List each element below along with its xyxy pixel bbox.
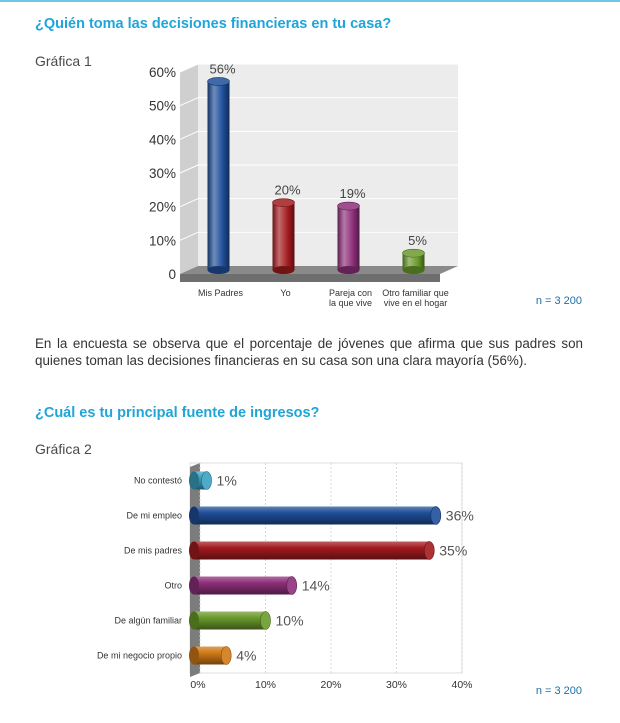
chart1-ytick-label: 0 <box>168 267 176 282</box>
chart2-bar <box>189 507 441 525</box>
chart1-floor-front <box>180 274 440 282</box>
chart2-bar-body <box>194 507 436 525</box>
summary-paragraph: En la encuesta se observa que el porcentaje de jóvenes que afirma que sus padres son quienes toman las decisiones financieras en su casa son una clara mayoría (56%). <box>35 336 583 368</box>
chart2-label: Gráfica 2 <box>35 441 92 457</box>
chart2-data-label: 35% <box>439 542 468 559</box>
chart2-category-label: De mi negocio propio <box>96 650 182 661</box>
chart2-bar-start <box>189 577 199 595</box>
chart2-heading: ¿Cuál es tu principal fuente de ingresos? <box>35 405 320 421</box>
chart1-bar <box>403 249 425 274</box>
chart2-side-wall <box>190 463 200 677</box>
chart1-data-label: 56% <box>209 61 236 77</box>
chart2-data-label: 10% <box>275 612 304 629</box>
chart2-xtick-label: 30% <box>385 679 408 691</box>
chart2-xtick-label: 10% <box>254 679 277 691</box>
chart1-label: Gráfica 1 <box>35 53 92 69</box>
chart2-category-label: Otro <box>164 580 182 591</box>
chart2-bar-start <box>189 647 199 665</box>
chart2-data-label: 14% <box>301 577 330 594</box>
chart1-bar-bottom <box>273 266 295 274</box>
chart1-ytick-label: 20% <box>148 199 176 215</box>
chart2-xtick-label: 20% <box>320 679 342 691</box>
chart1-ytick-label: 10% <box>148 233 176 249</box>
chart2-sample-size: n = 3 200 <box>535 685 582 697</box>
chart1-category-label: Otro familiar que <box>382 288 449 298</box>
chart2-bar <box>189 542 434 560</box>
chart2-bar-end <box>221 647 231 665</box>
chart1-bar-top <box>403 249 425 257</box>
chart1-heading: ¿Quién toma las decisiones financieras en tu casa? <box>35 16 392 32</box>
chart1-sample-size: n = 3 200 <box>535 295 582 307</box>
chart1-bar-body <box>273 203 295 270</box>
chart2-bar-body <box>194 612 266 630</box>
chart2-category-label: De mis padres <box>123 545 182 556</box>
chart1-bar-bottom <box>403 266 425 274</box>
chart2-plot-area <box>190 463 462 673</box>
chart2-data-label: 1% <box>216 472 237 489</box>
chart2-bar <box>189 472 212 490</box>
chart2-bar-end <box>287 577 297 595</box>
chart2-bar-end <box>431 507 441 525</box>
chart2-svg <box>0 455 620 695</box>
chart2-bar-end <box>202 472 212 490</box>
chart2-category-label: De algún familiar <box>114 615 182 626</box>
chart1-bar-body <box>338 206 360 270</box>
chart2-bar-start <box>189 612 199 630</box>
top-rule <box>0 0 620 2</box>
chart2-data-label: 4% <box>236 647 257 664</box>
chart2-bar-start <box>189 542 199 560</box>
chart2-bar-end <box>424 542 434 560</box>
chart1-bar-top <box>208 77 230 85</box>
chart1-data-label: 19% <box>339 186 366 202</box>
chart1-svg <box>0 52 620 312</box>
chart1-category-label: Pareja con <box>328 288 373 298</box>
chart2-bar-start <box>189 472 199 490</box>
chart1-bar <box>208 77 230 274</box>
chart2-data-label: 36% <box>445 507 474 524</box>
chart1-data-label: 20% <box>274 182 301 198</box>
chart2-xtick-label: 40% <box>451 679 473 691</box>
chart1-ytick-label: 30% <box>148 166 176 181</box>
chart1-ytick-label: 50% <box>148 98 176 114</box>
chart2-bar-start <box>189 507 199 525</box>
chart2-category-label: De mi empleo <box>126 510 182 521</box>
chart1-category-label: Yo <box>280 288 291 298</box>
chart1-bar-bottom <box>208 266 230 274</box>
chart1-bar-bottom <box>338 266 360 274</box>
chart1-bar <box>338 202 360 274</box>
chart2-bar <box>189 612 271 630</box>
chart1-ytick-label: 60% <box>148 65 176 80</box>
chart2-bar-body <box>194 577 292 595</box>
chart1-bar-body <box>208 81 230 270</box>
chart2-bar-body <box>194 542 429 560</box>
chart2-bar <box>189 647 231 665</box>
chart1-ytick-label: 40% <box>148 132 176 148</box>
chart2-category-label: No contestó <box>133 475 182 486</box>
chart1-category-label: vive en el hogar <box>383 298 448 308</box>
chart2-bar <box>189 577 297 595</box>
chart1-bar <box>273 199 295 274</box>
chart1-bar-top <box>273 199 295 207</box>
chart1-data-label: 5% <box>408 233 427 249</box>
chart2-bar-end <box>261 612 271 630</box>
chart1-category-label: Mis Padres <box>197 288 244 298</box>
chart1-category-label: la que vive <box>328 298 373 308</box>
chart1-bar-top <box>338 202 360 210</box>
chart2-xtick-label: 0% <box>190 679 206 691</box>
